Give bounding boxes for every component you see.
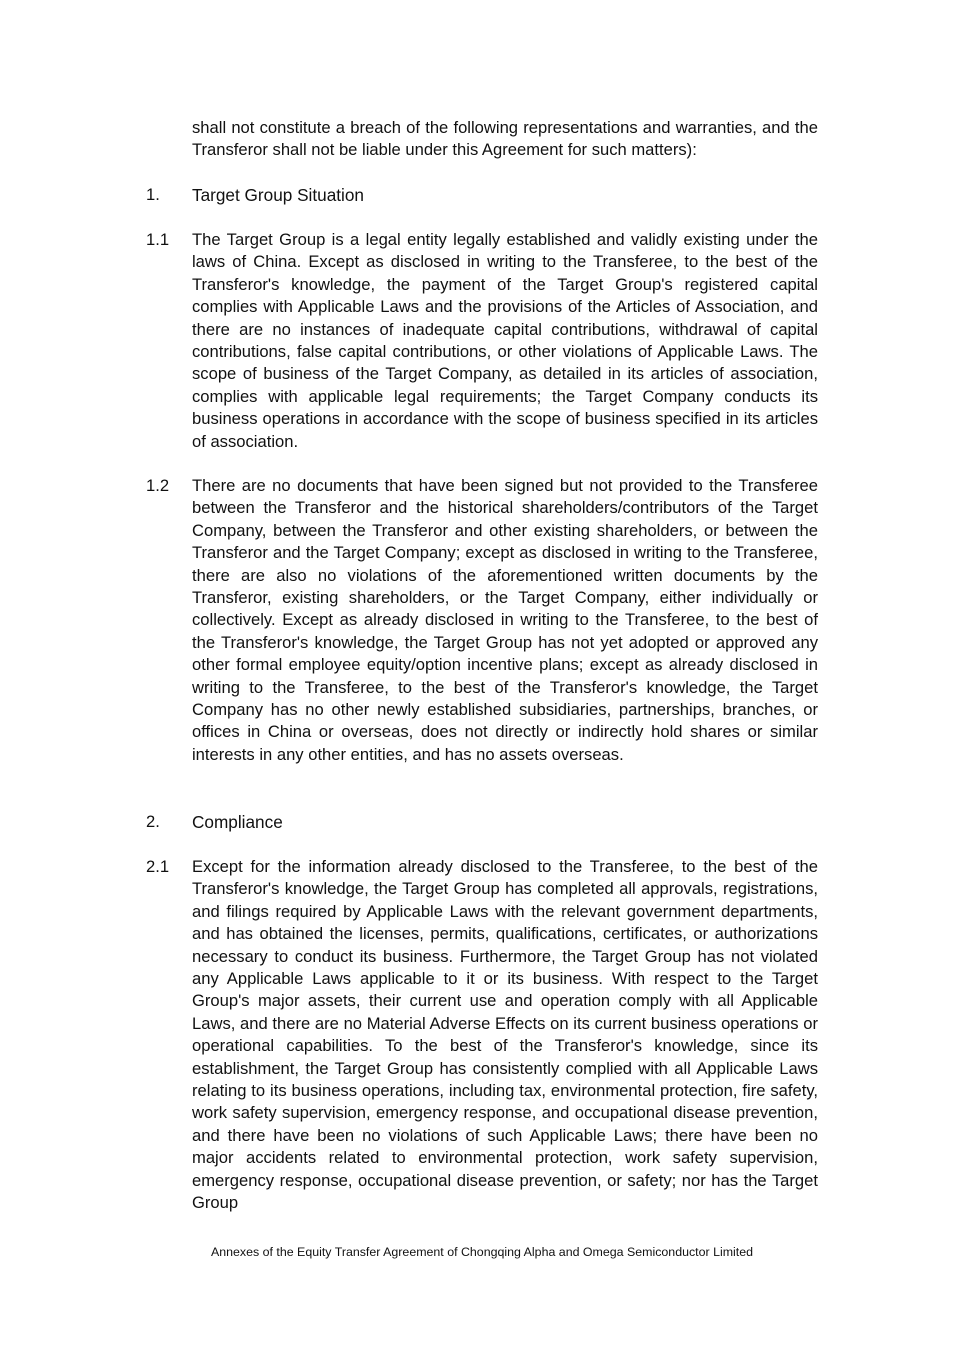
clause-paragraph: The Target Group is a legal entity legally established and validly existing under the laws of China. Except as disclosed in writing to the Transferee, to the best of the Transferor's knowledge, the payment of the Target Group's registered capital complies with Applicable Laws and the provisions of the Articles of Association, and there are no instances of inadequate capital contributions, withdrawal of capital contributions, false capital contributions, or other violations of Applicable Laws. The scope of business of the Target Company, as detailed in its articles of association, complies with applicable legal requirements; the Target Company conducts its business operations in accordance with the scope of business specified in its articles of association. [192,230,818,451]
section-heading: Compliance [192,812,283,832]
page-footer: Annexes of the Equity Transfer Agreement of Chongqing Alpha and Omega Semiconductor Limited [210,1245,754,1259]
clause-number: 1.1 [146,230,170,249]
clause-number: 1.2 [146,476,170,495]
clause-paragraph: There are no documents that have been signed but not provided to the Transferee between the Transferor and the historical shareholders/contributors of the Target Company, between the Transferor and other existing shareholders, or between the Transferor and the Target Company; except as disclosed in writing to the Transferee, there are also no violations of the aforementioned written documents by the Transferor, existing shareholders, or the Target Company, either individually or collectively. Except as already disclosed in writing to the Transferee, to the best of the Transferor's knowledge, the Target Group has not yet adopted or approved any other formal employee equity/option incentive plans; except as already disclosed in writing to the Transferee, to the best of the Transferor's knowledge, the Target Company has no other newly established subsidiaries, partnerships, branches, or offices in China or overseas, does not directly or indirectly hold shares or similar interests in any other entities, and has no assets overseas. [192,476,818,764]
section-heading: Target Group Situation [192,185,364,205]
section-number: 2. [146,812,160,831]
clause-paragraph: Except for the information already disclosed to the Transferee, to the best of the Transferor's knowledge, the Target Group has completed all approvals, registrations, and filings required by Applicable Laws with the relevant government departments, and has obtained the licenses, permits, qualifications, certificates, or authorizations necessary to conduct its business. Furthermore, the Target Group has not violated any Applicable Laws applicable to it or its business. With respect to the Target Group's major assets, their current use and operation comply with all Applicable Laws, and there are no Material Adverse Effects on its current business operations or operational capabilities. To the best of the Transferor's knowledge, since its establishment, the Target Group has consistently complied with all Applicable Laws relating to its business operations, including tax, environmental protection, fire safety, work safety supervision, emergency response, and occupational disease prevention, and there have been no violations of such Applicable Laws; there have been no major accidents related to environmental protection, work safety supervision, emergency response, occupational disease prevention, or safety; nor has the Target Group [192,857,818,1213]
section-number: 1. [146,185,160,204]
intro-paragraph: shall not constitute a breach of the following representations and warranties, and the Transferor shall not be liable under this Agreement for such matters): [192,118,818,160]
clause-number: 2.1 [146,857,170,876]
